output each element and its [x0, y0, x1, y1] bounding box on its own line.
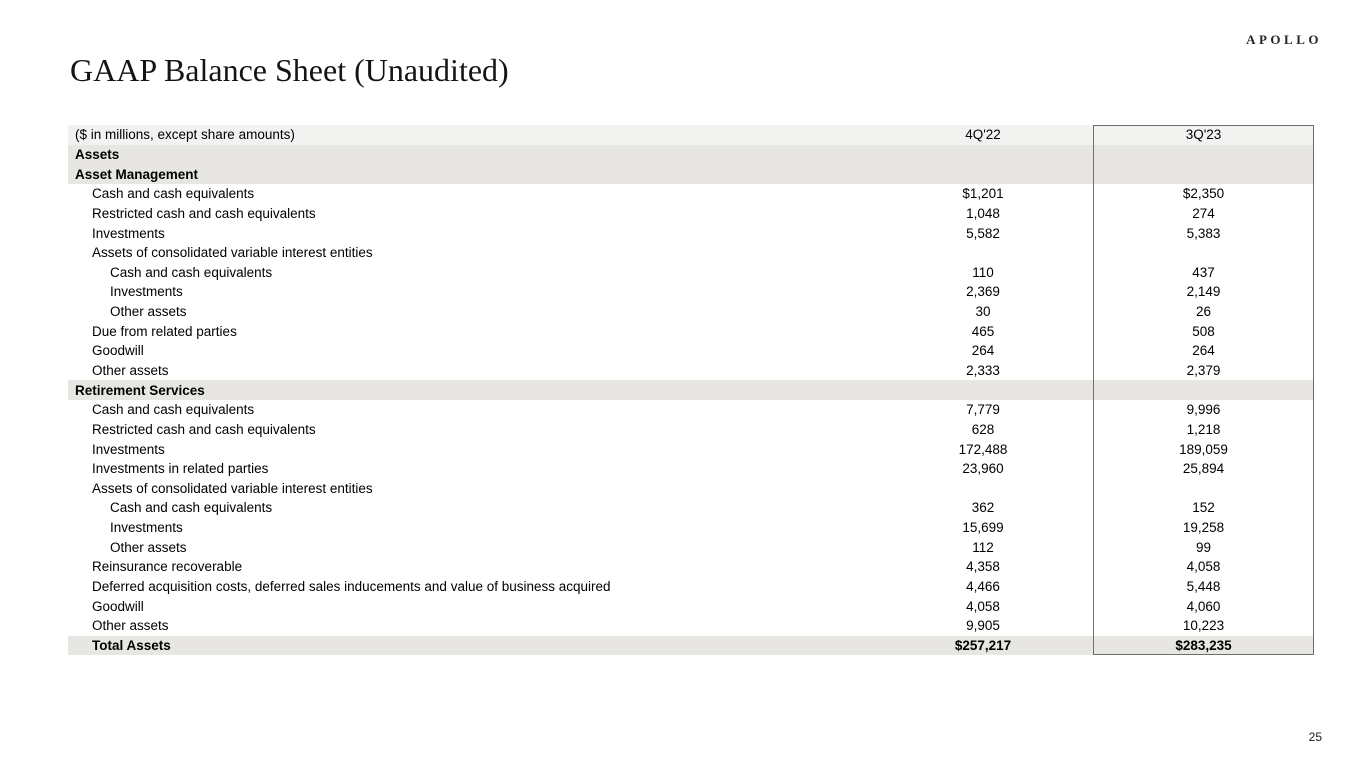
- page-number: 25: [1308, 730, 1322, 744]
- row-label: Other assets: [110, 304, 187, 320]
- value-3q23: 437: [1192, 264, 1215, 280]
- value-3q23: 264: [1192, 343, 1215, 359]
- value-3q23: 152: [1192, 500, 1215, 516]
- value-4q22: 362: [971, 500, 995, 516]
- value-4q22: 7,779: [966, 402, 1000, 418]
- row-label: Investments: [92, 441, 165, 457]
- column-header-3q23: 3Q'23: [1185, 127, 1222, 143]
- value-3q23: 5,448: [1186, 579, 1221, 595]
- row-label: Deferred acquisition costs, deferred sales inducements and value of business acquired: [92, 579, 611, 595]
- value-4q22: 2,369: [966, 284, 1000, 300]
- table-row: [68, 596, 1314, 616]
- value-3q23: 1,218: [1186, 421, 1221, 437]
- row-label: Cash and cash equivalents: [110, 500, 273, 516]
- row-label: Investments: [92, 225, 165, 241]
- value-3q23: $283,235: [1175, 637, 1232, 653]
- value-3q23: 10,223: [1182, 618, 1225, 634]
- value-3q23: 189,059: [1179, 441, 1228, 457]
- table-row: [68, 498, 1314, 518]
- value-4q22: 4,466: [966, 579, 1000, 595]
- value-3q23: 4,058: [1186, 559, 1221, 575]
- value-4q22: $1,201: [962, 186, 1004, 202]
- row-label: Other assets: [92, 363, 169, 378]
- value-4q22: 4,358: [966, 559, 1000, 575]
- table-row: [68, 400, 1314, 420]
- table-row: [68, 164, 1314, 184]
- row-label: Restricted cash and cash equivalents: [92, 421, 316, 437]
- row-label: Investments: [110, 284, 183, 300]
- value-4q22: 112: [972, 539, 994, 555]
- value-4q22: 465: [971, 323, 995, 339]
- value-4q22: 5,582: [966, 225, 1000, 241]
- table-row: [68, 380, 1314, 400]
- row-label: Investments: [110, 520, 183, 536]
- row-label: Other assets: [92, 618, 169, 634]
- row-label: Asset Management: [75, 166, 199, 182]
- value-3q23: 5,383: [1186, 225, 1221, 241]
- table-row: [68, 243, 1314, 263]
- table-row: [68, 223, 1314, 243]
- value-4q22: 110: [972, 264, 994, 280]
- table-row: [68, 479, 1314, 499]
- table-row: [68, 361, 1314, 381]
- balance-sheet-table: [68, 125, 1314, 655]
- table-row: [68, 439, 1314, 459]
- table-row: [68, 420, 1314, 440]
- apollo-logo: APOLLO: [1246, 32, 1322, 47]
- table-body: [68, 145, 1314, 656]
- row-label: Assets of consolidated variable interest entities: [92, 245, 373, 261]
- table-row: [68, 518, 1314, 538]
- value-4q22: 15,699: [962, 520, 1004, 536]
- table-header-row: [68, 125, 1314, 145]
- value-4q22: 628: [971, 421, 995, 437]
- row-label: Cash and cash equivalents: [92, 402, 255, 418]
- row-label: Cash and cash equivalents: [110, 264, 273, 280]
- value-4q22: 30: [975, 304, 991, 320]
- value-4q22: 4,058: [966, 598, 1000, 614]
- row-label: Investments in related parties: [92, 461, 269, 477]
- table-row: [68, 341, 1314, 361]
- row-label: Assets of consolidated variable interest entities: [92, 480, 373, 496]
- value-3q23: 25,894: [1182, 461, 1225, 477]
- value-4q22: 264: [971, 343, 995, 359]
- value-3q23: 99: [1195, 539, 1212, 555]
- table-row: [68, 636, 1314, 656]
- value-3q23: 4,060: [1186, 598, 1221, 614]
- value-4q22: 23,960: [962, 461, 1004, 477]
- row-label: Other assets: [110, 539, 187, 555]
- value-4q22: 2,333: [966, 363, 1000, 378]
- unit-note: ($ in millions, except share amounts): [75, 127, 295, 143]
- value-4q22: 9,905: [966, 618, 1000, 634]
- row-label: Goodwill: [92, 598, 144, 614]
- value-3q23: 274: [1192, 205, 1215, 221]
- row-label: Assets: [75, 146, 120, 162]
- table-row: [68, 577, 1314, 597]
- table-row: [68, 262, 1314, 282]
- value-3q23: $2,350: [1182, 186, 1225, 202]
- value-3q23: 26: [1195, 304, 1212, 320]
- row-label: Due from related parties: [92, 323, 237, 339]
- value-4q22: 1,048: [966, 205, 1000, 221]
- table-row: [68, 282, 1314, 302]
- row-label: Restricted cash and cash equivalents: [92, 205, 316, 221]
- table-row: [68, 204, 1314, 224]
- row-label: Total Assets: [92, 637, 171, 653]
- table-row: [68, 302, 1314, 322]
- value-3q23: 9,996: [1186, 402, 1221, 418]
- table-row: [68, 184, 1314, 204]
- value-4q22: $257,217: [954, 637, 1012, 653]
- table-row: [68, 616, 1314, 636]
- value-3q23: 2,379: [1186, 363, 1221, 378]
- table-row: [68, 321, 1314, 341]
- column-header-4q22: 4Q'22: [965, 127, 1001, 143]
- value-4q22: 172,488: [958, 441, 1008, 457]
- row-label: Goodwill: [92, 343, 144, 359]
- page-title: GAAP Balance Sheet (Unaudited): [70, 52, 509, 88]
- row-label: Retirement Services: [75, 382, 205, 398]
- table-row: [68, 537, 1314, 557]
- table-row: [68, 557, 1314, 577]
- value-3q23: 508: [1192, 323, 1215, 339]
- table-row: [68, 145, 1314, 165]
- table-row: [68, 459, 1314, 479]
- row-label: Cash and cash equivalents: [92, 186, 255, 202]
- row-label: Reinsurance recoverable: [92, 559, 243, 575]
- value-3q23: 2,149: [1186, 284, 1221, 300]
- value-3q23: 19,258: [1182, 520, 1225, 536]
